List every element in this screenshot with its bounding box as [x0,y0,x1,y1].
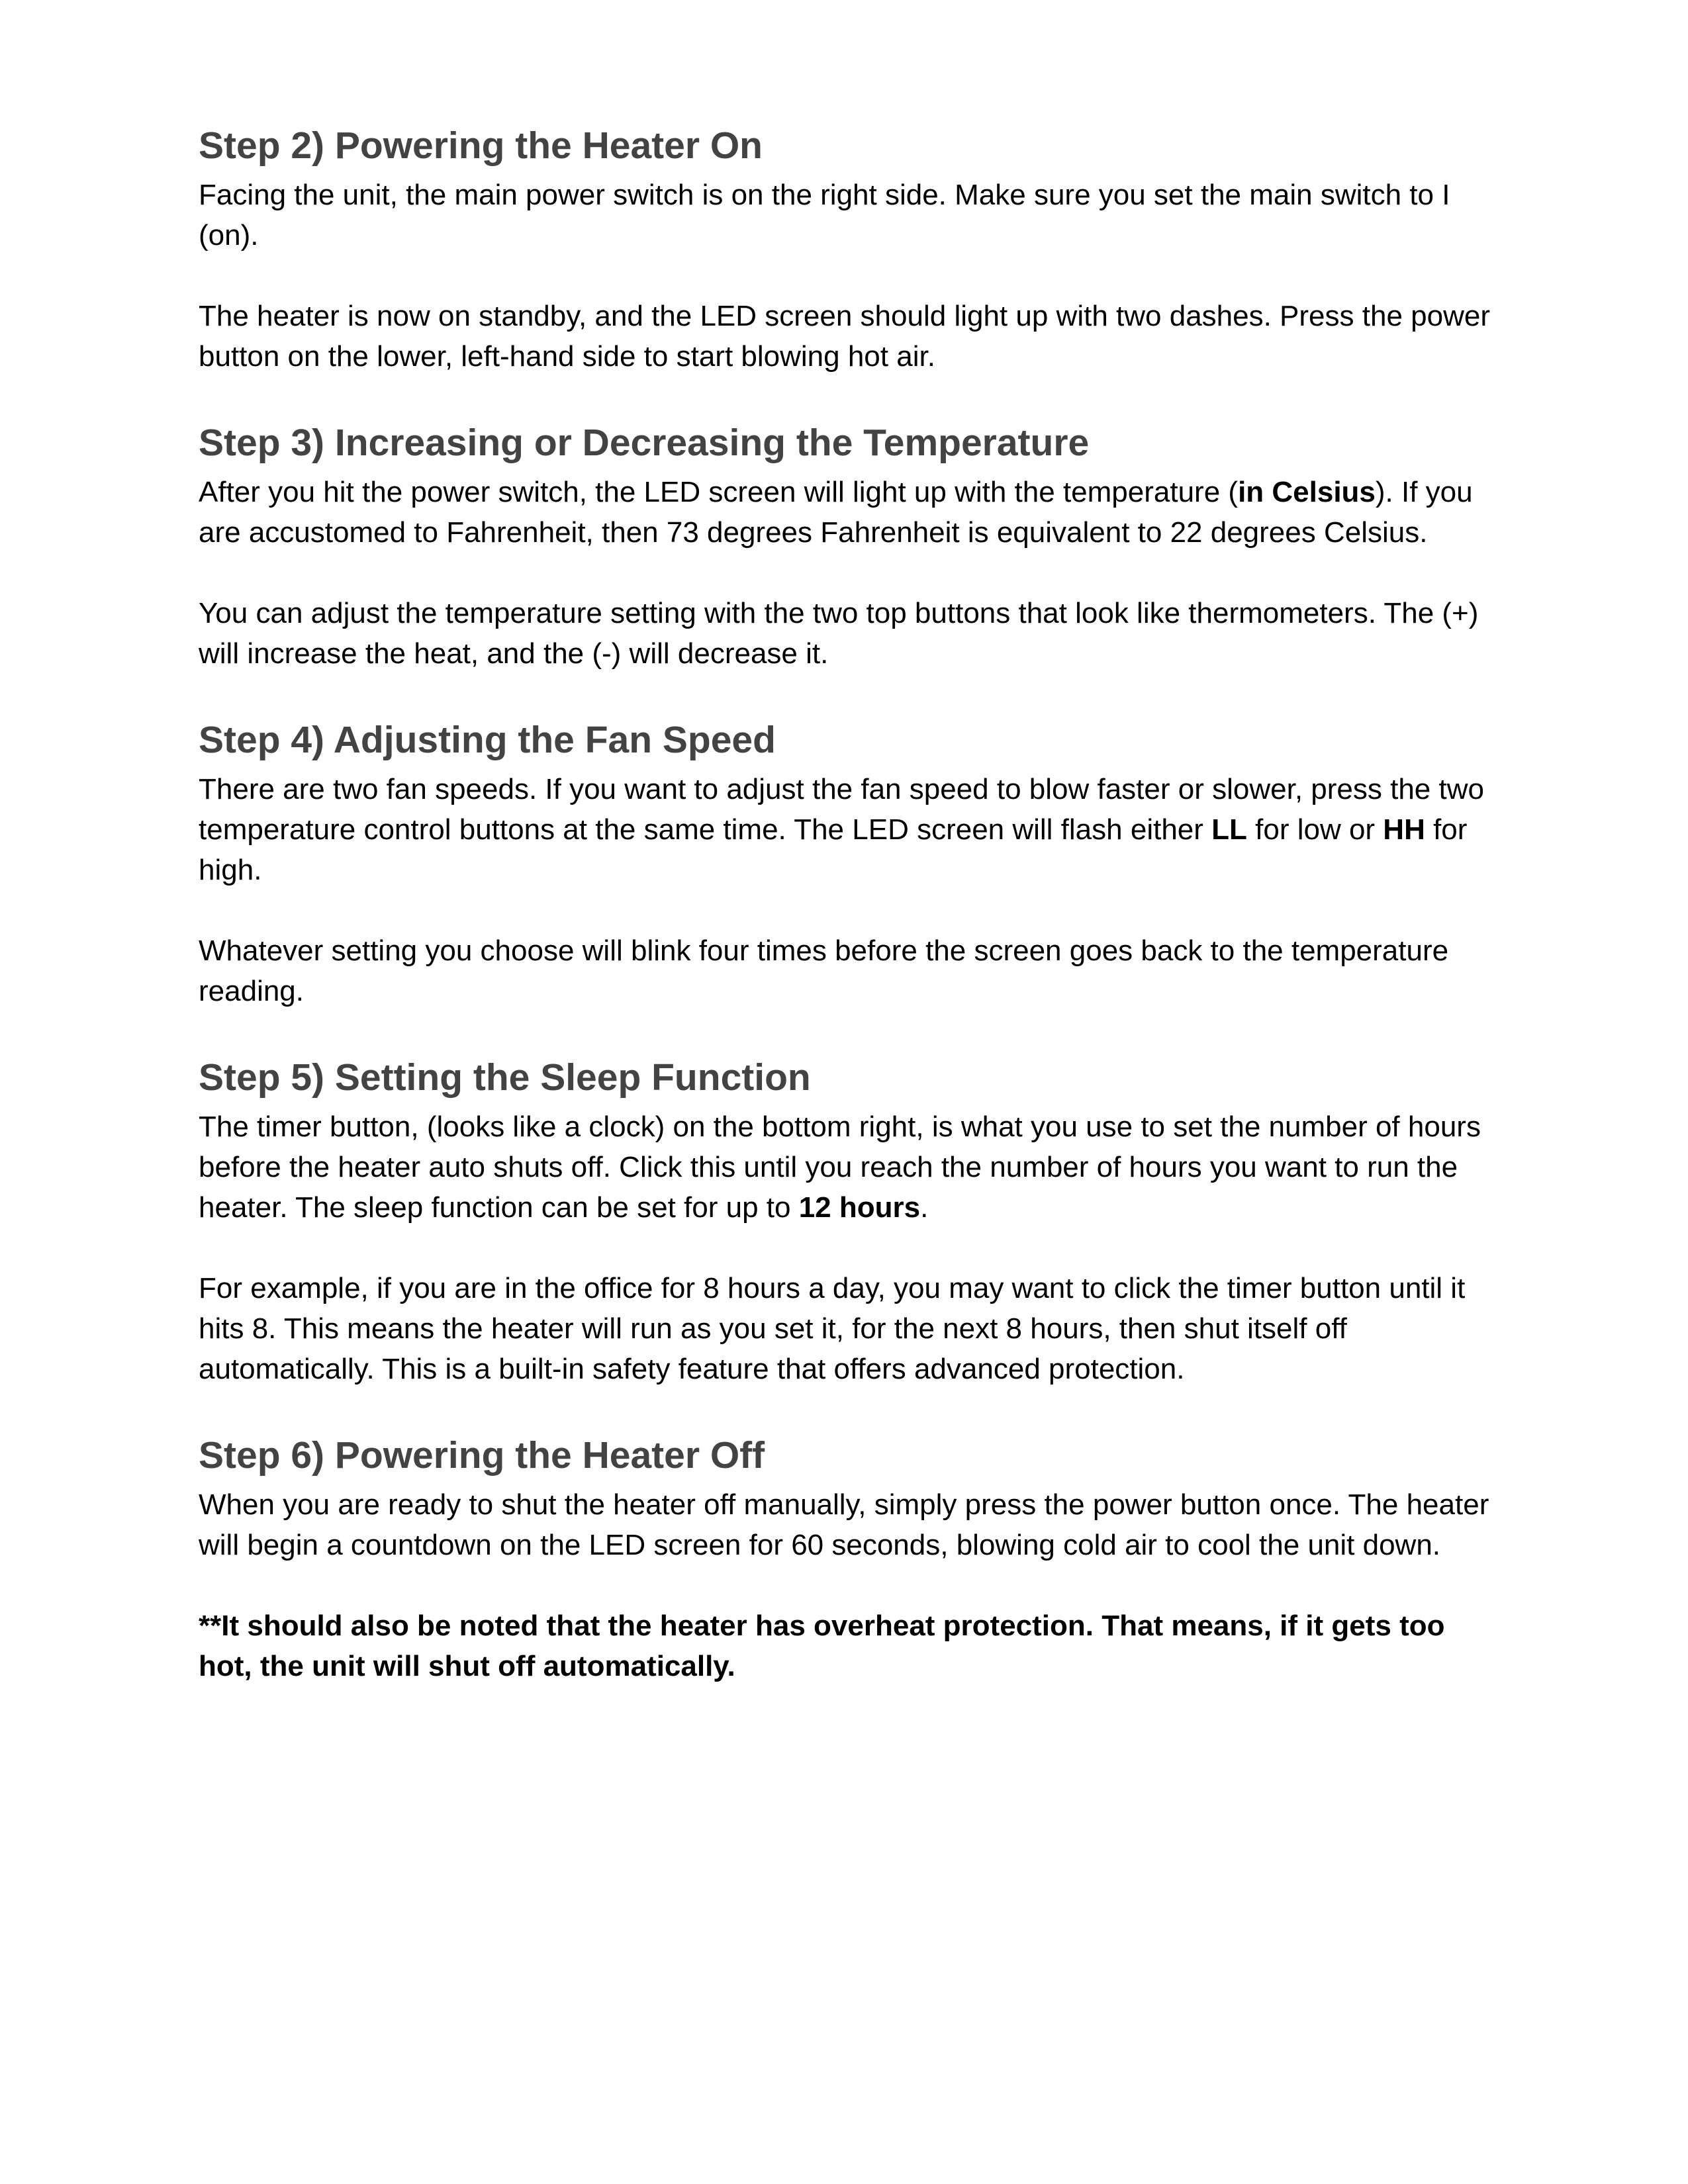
step-3-paragraph-2: You can adjust the temperature setting with the two top buttons that look like thermometers. The (+) will increase the heat, and the (-) will decrease it. [199,597,1479,670]
step-2-heading: Step 2) Powering the Heater On [199,124,763,167]
step-3-heading: Step 3) Increasing or Decreasing the Temperature [199,422,1090,464]
step-2-paragraph-2: The heater is now on standby, and the LED screen should light up with two dashes. Press the power button on the lower, left-hand side to start blowing hot air. [199,300,1490,373]
step-4-paragraph-2: Whatever setting you choose will blink four times before the screen goes back to the temperature reading. [199,934,1449,1007]
low-code-emphasis: LL [1211,813,1247,846]
celsius-emphasis: in Celsius [1238,476,1376,508]
step-5-heading: Step 5) Setting the Sleep Function [199,1056,811,1099]
step-4-paragraph-1: There are two fan speeds. If you want to adjust the fan speed to blow faster or slower, press the two temperature control buttons at the same time. The LED screen will flash either LL for low or HH for high. [199,773,1484,886]
step-2-section [199,119,1496,377]
step-5-paragraph-1: The timer button, (looks like a clock) on the bottom right, is what you use to set the number of hours before the heater auto shuts off. Click this until you reach the number of hours you want to run the heater. The sleep function can be set for up to 12 hours. [199,1111,1481,1224]
step-6-paragraph-1: When you are ready to shut the heater off manually, simply press the power button once. The heater will begin a countdown on the LED screen for 60 seconds, blowing cold air to cool the unit down. [199,1488,1489,1561]
hours-emphasis: 12 hours [798,1191,921,1224]
step-5-paragraph-2: For example, if you are in the office for 8 hours a day, you may want to click the timer button until it hits 8. This means the heater will run as you set it, for the next 8 hours, then shut itself off automatically. This is a built-in safety feature that offers advanced protection. [199,1272,1466,1385]
document-page [199,119,1496,1686]
step-3-section [199,416,1496,674]
step-3-paragraph-1: After you hit the power switch, the LED screen will light up with the temperature (in Celsius). If you are accustomed to Fahrenheit, then 73 degrees Fahrenheit is equivalent to 22 degrees Celsius. [199,476,1473,549]
step-6-section [199,1429,1496,1686]
step-4-heading: Step 4) Adjusting the Fan Speed [199,719,776,761]
step-2-paragraph-1: Facing the unit, the main power switch is on the right side. Make sure you set the main switch to I (on). [199,179,1450,251]
step-5-section [199,1051,1496,1389]
step-4-section [199,713,1496,1011]
high-code-emphasis: HH [1383,813,1425,846]
step-6-heading: Step 6) Powering the Heater Off [199,1434,765,1477]
overheat-protection-note: **It should also be noted that the heater has overheat protection. That means, if it gets too hot, the unit will shut off automatically. [199,1610,1445,1682]
